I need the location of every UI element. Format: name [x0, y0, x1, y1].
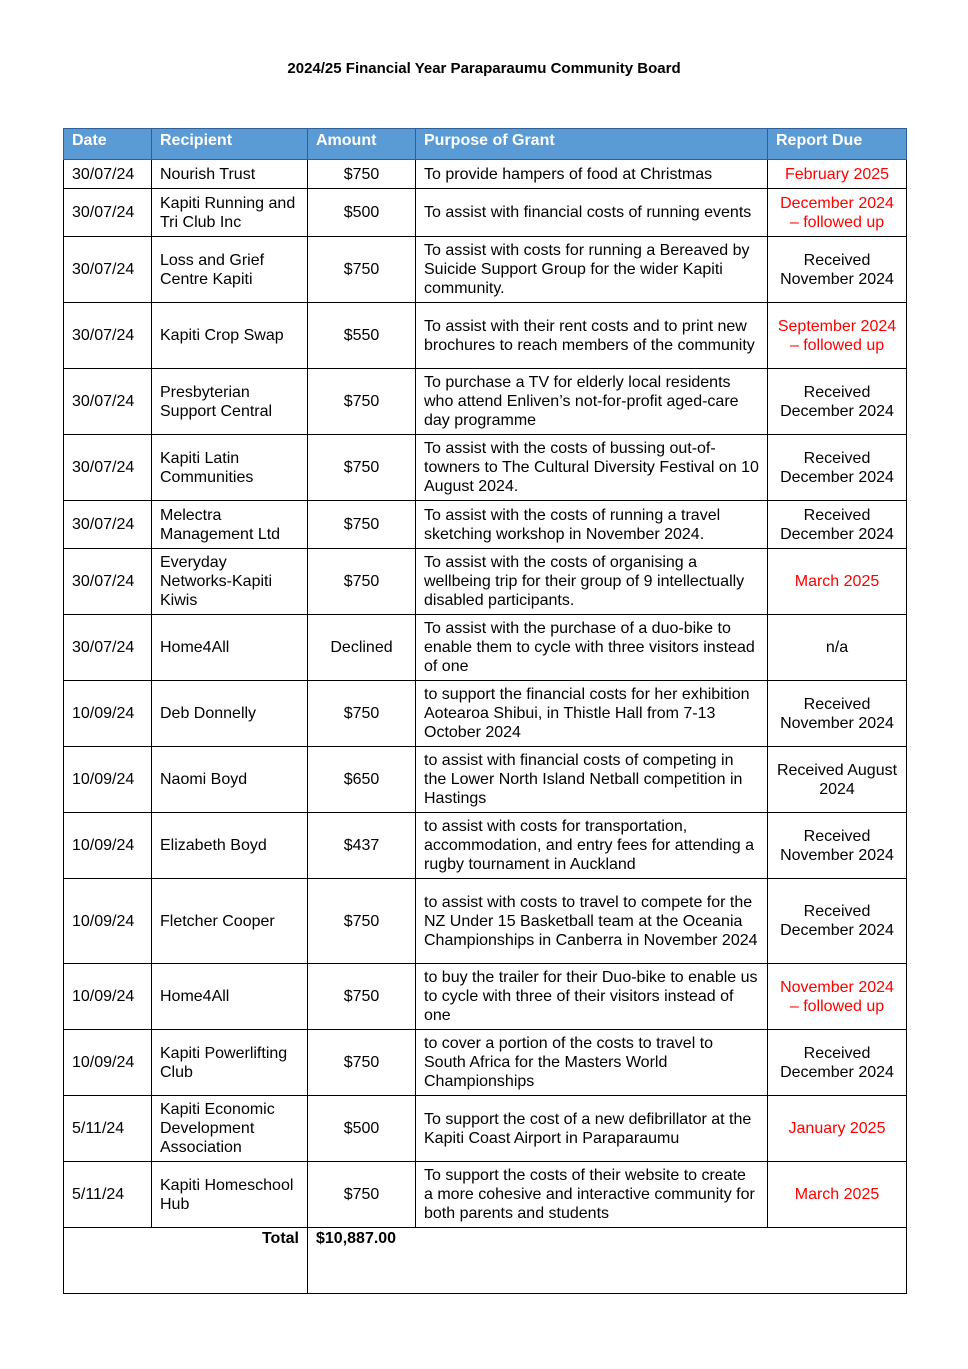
date-cell: 10/09/24: [64, 964, 152, 1030]
recipient-cell: Deb Donnelly: [152, 681, 308, 747]
recipient-cell: Loss and Grief Centre Kapiti: [152, 237, 308, 303]
date-cell: 5/11/24: [64, 1162, 152, 1228]
table-row: [64, 501, 907, 549]
purpose-cell: to assist with costs to travel to compete for the NZ Under 15 Basketball team at the Oceania Championships in Canberra in November 2024: [416, 879, 768, 964]
table-row: [64, 435, 907, 501]
purpose-cell: To support the costs of their website to create a more cohesive and interactive community for both parents and students: [416, 1162, 768, 1228]
amount-cell: $750: [308, 879, 416, 964]
recipient-cell: Naomi Boyd: [152, 747, 308, 813]
table-row: [64, 813, 907, 879]
recipient-cell: Presbyterian Support Central: [152, 369, 308, 435]
header-date: Date: [64, 129, 152, 160]
report-due-cell: March 2025: [768, 1162, 907, 1228]
table-row: [64, 681, 907, 747]
date-cell: 10/09/24: [64, 1030, 152, 1096]
date-cell: 10/09/24: [64, 879, 152, 964]
table-row: [64, 615, 907, 681]
amount-cell: $750: [308, 1030, 416, 1096]
amount-cell: $750: [308, 435, 416, 501]
purpose-cell: To assist with the costs of organising a wellbeing trip for their group of 9 intellectually disabled participants.: [416, 549, 768, 615]
report-due-cell: December 2024 – followed up: [768, 189, 907, 237]
amount-cell: $750: [308, 501, 416, 549]
recipient-cell: Kapiti Crop Swap: [152, 303, 308, 369]
report-due-cell: Received November 2024: [768, 237, 907, 303]
date-cell: 30/07/24: [64, 369, 152, 435]
purpose-cell: To assist with the costs of bussing out-of-towners to The Cultural Diversity Festival on 10 August 2024.: [416, 435, 768, 501]
purpose-cell: To assist with the costs of running a travel sketching workshop in November 2024.: [416, 501, 768, 549]
table-row: [64, 549, 907, 615]
date-cell: 10/09/24: [64, 681, 152, 747]
date-cell: 30/07/24: [64, 160, 152, 189]
purpose-cell: To assist with costs for running a Bereaved by Suicide Support Group for the wider Kapiti community.: [416, 237, 768, 303]
purpose-cell: to cover a portion of the costs to travel to South Africa for the Masters World Championships: [416, 1030, 768, 1096]
total-row: [64, 1228, 907, 1294]
date-cell: 30/07/24: [64, 189, 152, 237]
report-due-cell: Received November 2024: [768, 681, 907, 747]
recipient-cell: Kapiti Running and Tri Club Inc: [152, 189, 308, 237]
table-row: [64, 369, 907, 435]
header-purpose: Purpose of Grant: [416, 129, 768, 160]
report-due-cell: Received December 2024: [768, 1030, 907, 1096]
recipient-cell: Elizabeth Boyd: [152, 813, 308, 879]
total-label: Total: [64, 1228, 308, 1294]
report-due-cell: Received August 2024: [768, 747, 907, 813]
table-row: [64, 747, 907, 813]
header-amount: Amount: [308, 129, 416, 160]
table-row: [64, 964, 907, 1030]
report-due-cell: Received December 2024: [768, 369, 907, 435]
amount-cell: $750: [308, 1162, 416, 1228]
purpose-cell: To purchase a TV for elderly local residents who attend Enliven’s not-for-profit aged-care day programme: [416, 369, 768, 435]
date-cell: 30/07/24: [64, 501, 152, 549]
document-title: 2024/25 Financial Year Paraparaumu Community Board: [287, 60, 681, 77]
header-recipient: Recipient: [152, 129, 308, 160]
date-cell: 30/07/24: [64, 615, 152, 681]
amount-cell: $750: [308, 681, 416, 747]
grants-table: [63, 128, 907, 1294]
purpose-cell: to assist with financial costs of competing in the Lower North Island Netball competition in Hastings: [416, 747, 768, 813]
purpose-cell: to assist with costs for transportation, accommodation, and entry fees for attending a rugby tournament in Auckland: [416, 813, 768, 879]
purpose-cell: to support the financial costs for her exhibition Aotearoa Shibui, in Thistle Hall from 7-13 October 2024: [416, 681, 768, 747]
date-cell: 10/09/24: [64, 813, 152, 879]
total-value: $10,887.00: [308, 1228, 907, 1294]
report-due-cell: Received November 2024: [768, 813, 907, 879]
table-row: [64, 1096, 907, 1162]
recipient-cell: Kapiti Homeschool Hub: [152, 1162, 308, 1228]
amount-cell: $750: [308, 369, 416, 435]
amount-cell: $650: [308, 747, 416, 813]
amount-cell: $500: [308, 1096, 416, 1162]
date-cell: 30/07/24: [64, 303, 152, 369]
recipient-cell: Kapiti Powerlifting Club: [152, 1030, 308, 1096]
recipient-cell: Home4All: [152, 615, 308, 681]
recipient-cell: Home4All: [152, 964, 308, 1030]
amount-cell: $750: [308, 160, 416, 189]
report-due-cell: November 2024 – followed up: [768, 964, 907, 1030]
purpose-cell: To support the cost of a new defibrillator at the Kapiti Coast Airport in Paraparaumu: [416, 1096, 768, 1162]
table-row: [64, 1030, 907, 1096]
date-cell: 10/09/24: [64, 747, 152, 813]
report-due-cell: February 2025: [768, 160, 907, 189]
table-row: [64, 237, 907, 303]
header-report-due: Report Due: [768, 129, 907, 160]
date-cell: 5/11/24: [64, 1096, 152, 1162]
recipient-cell: Melectra Management Ltd: [152, 501, 308, 549]
amount-cell: $750: [308, 964, 416, 1030]
date-cell: 30/07/24: [64, 237, 152, 303]
table-row: [64, 189, 907, 237]
table-row: [64, 879, 907, 964]
purpose-cell: To provide hampers of food at Christmas: [416, 160, 768, 189]
recipient-cell: Everyday Networks-Kapiti Kiwis: [152, 549, 308, 615]
amount-cell: $750: [308, 237, 416, 303]
report-due-cell: September 2024 – followed up: [768, 303, 907, 369]
report-due-cell: Received December 2024: [768, 501, 907, 549]
table-row: [64, 1162, 907, 1228]
date-cell: 30/07/24: [64, 549, 152, 615]
table-header-row: [64, 129, 907, 160]
report-due-cell: Received December 2024: [768, 435, 907, 501]
table-row: [64, 160, 907, 189]
amount-cell: $437: [308, 813, 416, 879]
amount-cell: $550: [308, 303, 416, 369]
amount-cell: $750: [308, 549, 416, 615]
report-due-cell: January 2025: [768, 1096, 907, 1162]
recipient-cell: Fletcher Cooper: [152, 879, 308, 964]
amount-cell: $500: [308, 189, 416, 237]
report-due-cell: March 2025: [768, 549, 907, 615]
report-due-cell: Received December 2024: [768, 879, 907, 964]
purpose-cell: To assist with financial costs of running events: [416, 189, 768, 237]
table-row: [64, 303, 907, 369]
recipient-cell: Kapiti Latin Communities: [152, 435, 308, 501]
recipient-cell: Kapiti Economic Development Association: [152, 1096, 308, 1162]
date-cell: 30/07/24: [64, 435, 152, 501]
recipient-cell: Nourish Trust: [152, 160, 308, 189]
purpose-cell: to buy the trailer for their Duo-bike to enable us to cycle with three of their visitors instead of one: [416, 964, 768, 1030]
purpose-cell: To assist with the purchase of a duo-bike to enable them to cycle with three visitors instead of one: [416, 615, 768, 681]
amount-cell: Declined: [308, 615, 416, 681]
report-due-cell: n/a: [768, 615, 907, 681]
purpose-cell: To assist with their rent costs and to print new brochures to reach members of the community: [416, 303, 768, 369]
